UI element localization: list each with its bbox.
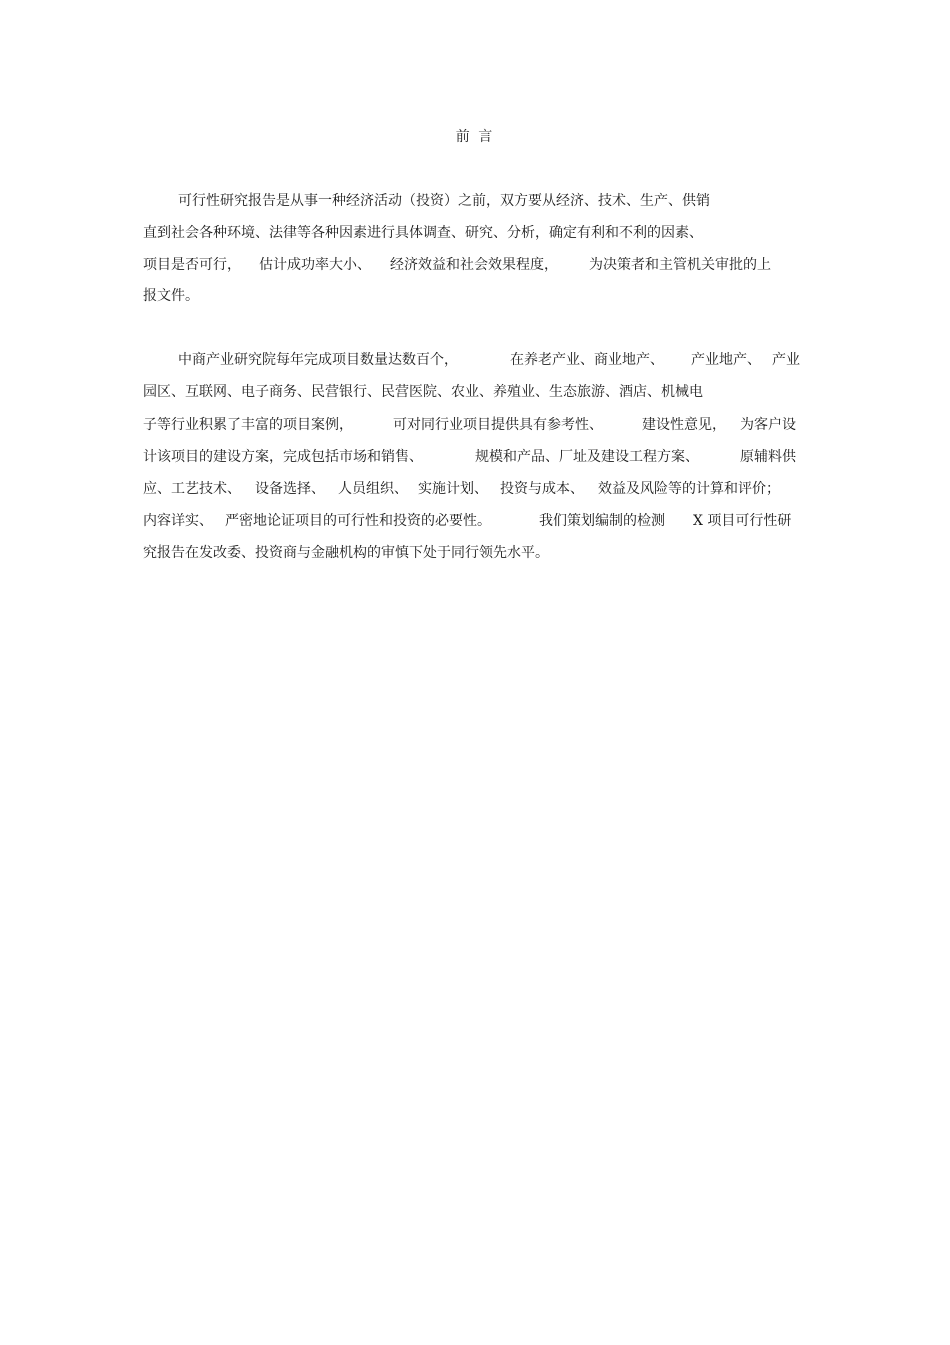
text-segment: 严密地论证项目的可行性和投资的必要性。 (225, 513, 491, 529)
text-segment: 估计成功率大小、 (259, 257, 371, 273)
text-segment: 规模和产品、厂址及建设工程方案、 (475, 449, 699, 465)
text-segment: 应、工艺技术、 (143, 481, 241, 497)
text-segment: 为决策者和主管机关审批的上 (589, 257, 771, 273)
text-segment: 投资与成本、 (500, 481, 584, 497)
text-segment: 为客户设 (740, 417, 796, 433)
text-segment: 内容详实、 (143, 513, 213, 529)
text-segment: 报文件。 (143, 288, 199, 304)
text-segment: 子等行业积累了丰富的项目案例， (143, 417, 353, 433)
page-title: 前 言 (455, 129, 495, 145)
text-segment: 园区、互联网、电子商务、民营银行、民营医院、农业、养殖业、生态旅游、酒店、机械电 (143, 384, 703, 400)
text-segment: 在养老产业、商业地产、 (510, 352, 664, 368)
text-segment: 原辅料供 (740, 449, 796, 465)
text-segment: 人员组织、 (338, 481, 408, 497)
text-segment: 我们策划编制的检测 (539, 513, 665, 529)
text-segment: 建设性意见， (642, 417, 726, 433)
text-segment: 产业 (772, 352, 800, 368)
text-segment: 项目是否可行， (143, 257, 241, 273)
text-segment: 计该项目的建设方案，完成包括市场和销售、 (143, 449, 423, 465)
text-segment: 实施计划、 (418, 481, 488, 497)
text-segment: 产业地产、 (691, 352, 761, 368)
text-segment: 效益及风险等的计算和评价； (598, 481, 780, 497)
text-segment: X 项目可行性研 (693, 513, 792, 529)
text-segment: 直到社会各种环境、法律等各种因素进行具体调查、研究、分析，确定有利和不利的因素、 (143, 225, 703, 241)
text-segment: 中商产业研究院每年完成项目数量达数百个， (178, 352, 458, 368)
text-segment: 可行性研究报告是从事一种经济活动（投资）之前，双方要从经济、技术、生产、供销 (178, 193, 710, 209)
text-segment: 究报告在发改委、投资商与金融机构的审慎下处于同行领先水平。 (143, 545, 549, 561)
text-segment: 设备选择、 (255, 481, 325, 497)
text-segment: 经济效益和社会效果程度， (390, 257, 558, 273)
text-segment: 可对同行业项目提供具有参考性、 (393, 417, 603, 433)
